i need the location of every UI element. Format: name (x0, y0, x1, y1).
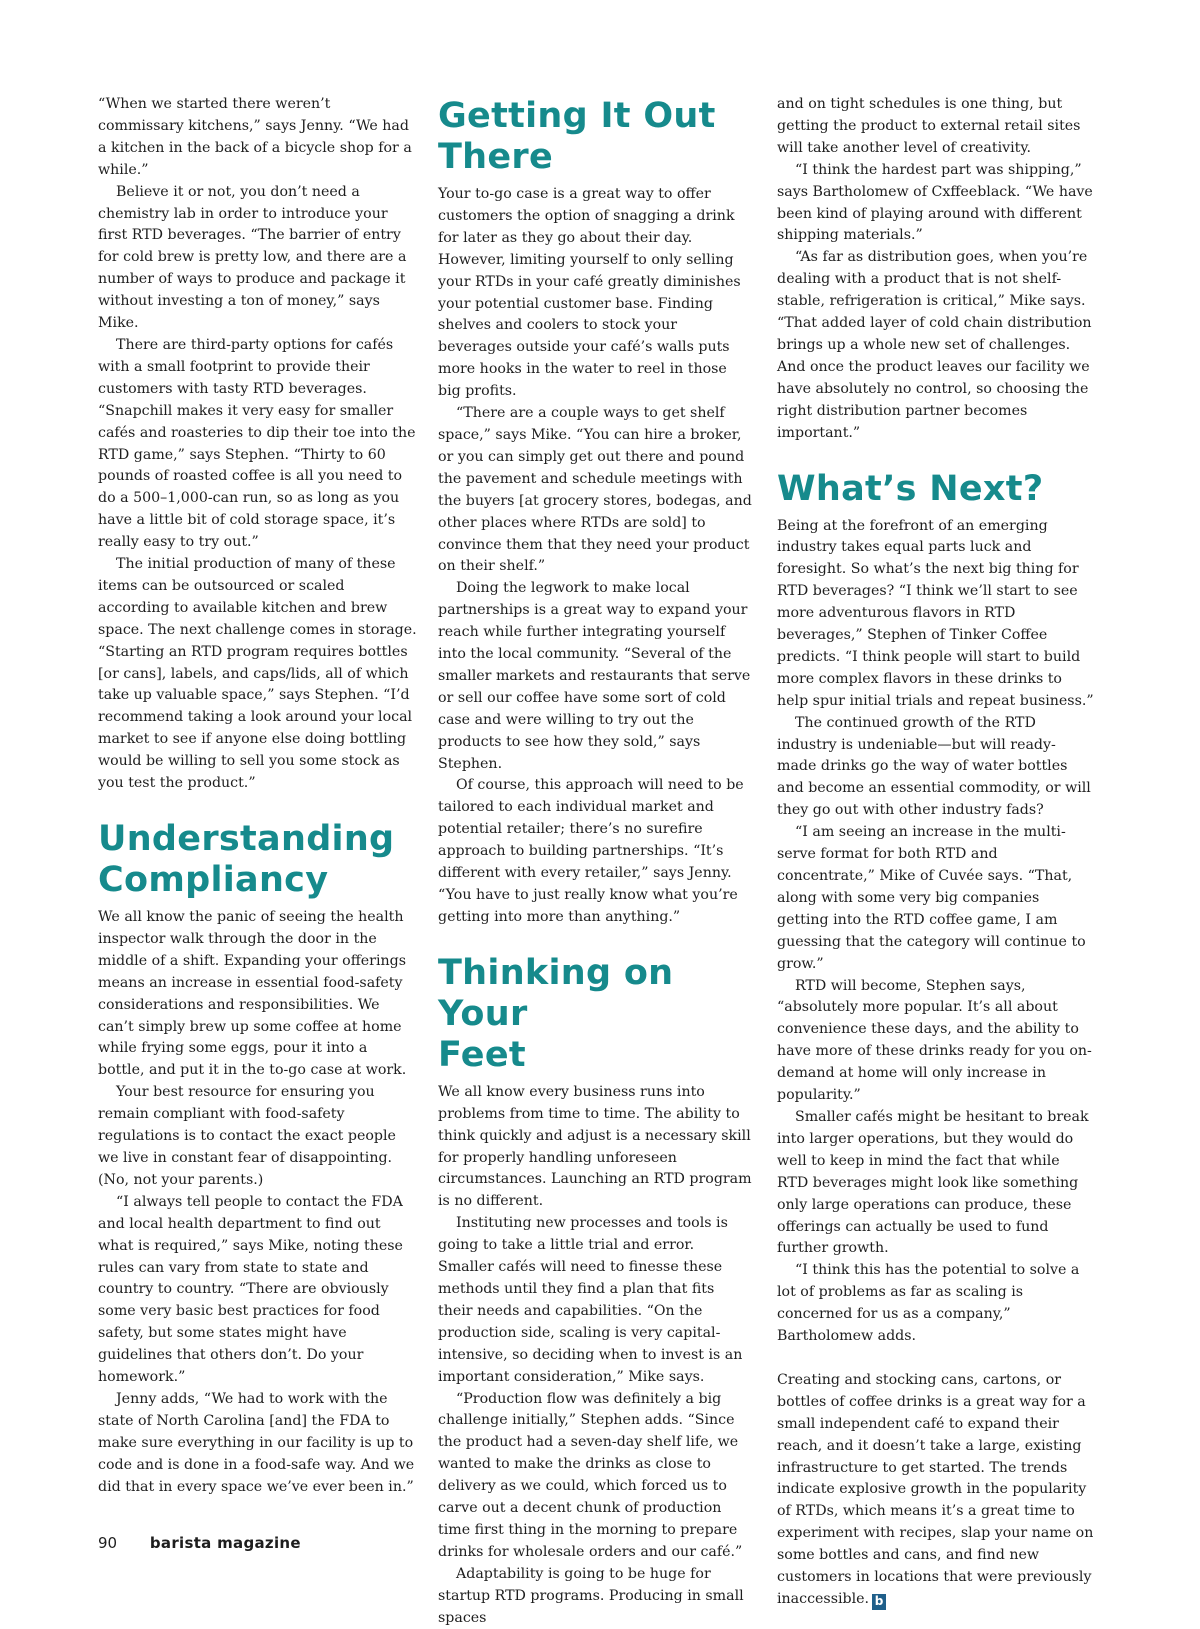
paragraph: “I think this has the potential to solve a lot of problems as far as scaling is concerned for us as a company,” Bartholomew adds. (777, 1262, 1080, 1345)
paragraph: Your best resource for ensuring you remain compliant with food-safety regulations is to contact the exact people we live in constant fear of disappointing. (No, not your parents.) (98, 1084, 396, 1188)
article-column-2 (438, 94, 753, 1629)
heading-line: Getting It Out (438, 96, 716, 136)
heading-line: Thinking on Your (438, 952, 674, 1034)
paragraph: “I am seeing an increase in the multi-serve format for both RTD and concentrate,” Mike of Cuvée says. “That, along with some very big companies getting into the RTD coffee game, I am guessing that the category will continue to grow.” (777, 824, 1086, 972)
section-heading-understanding-compliancy (98, 819, 418, 901)
paragraph: Adaptability is going to be huge for startup RTD programs. Producing in small spaces (438, 1565, 744, 1626)
end-of-article-icon: b (872, 1594, 886, 1610)
section-heading-getting-it-out-there (438, 96, 753, 178)
section-heading-whats-next: What’s Next? (777, 468, 1044, 509)
paragraph: “As far as distribution goes, when you’re dealing with a product that is not shelf-stable, refrigeration is critical,” Mike says. “That added layer of cold chain distribution brings up a whole new set of challenges. And once the product leaves our facility we have absolutely no control, so choosing the right distribution partner becomes important.” (777, 249, 1092, 441)
article-column-1 (98, 94, 418, 1498)
paragraph: “When we started there weren’t commissary kitchens,” says Jenny. “We had a kitchen in the back of a bicycle shop for a while.” (98, 96, 412, 178)
heading-line: Compliancy (98, 860, 329, 900)
closing-paragraph (777, 1370, 1095, 1611)
paragraph: The initial production of many of these items can be outsourced or scaled according to available kitchen and brew space. The next challenge comes in storage. “Starting an RTD program requires bottles [or cans], labels, and caps/lids, all of which take up valuable space,” says Stephen. “I’d recommend taking a look around your local market to see if anyone else doing bottling would be willing to sell you some stock as you test the product.” (98, 556, 417, 792)
paragraph: Of course, this approach will need to be tailored to each individual market and potential retailer; there’s no surefire approach to building partnerships. “It’s different with every retailer,” says Jenny. “You have to just really know what you’re getting into more than anything.” (438, 777, 744, 925)
paragraph: “I always tell people to contact the FDA and local health department to find out what is required,” says Mike, noting these rules can vary from state to state and country to country. “There are obviously some very basic best practices for food safety, but some states might have guidelines that others don’t. Do your homework.” (98, 1193, 403, 1386)
heading-line: Understanding (98, 819, 395, 859)
heading-line: There (438, 137, 554, 177)
magazine-name: barista magazine (149, 1534, 301, 1552)
paragraph: We all know the panic of seeing the health inspector walk through the door in the middle of a shift. Expanding your offerings means an increase in essential food-safety considerations and responsibilities. We can’t simply brew up some coffee at home while frying some eggs, pour it into a bottle, and put it in the to-go case at work. (98, 909, 407, 1079)
paragraph: Smaller cafés might be hesitant to break into larger operations, but they would do well to keep in mind the fact that while RTD beverages might look like something only large operations can produce, these offerings can actually be used to fund further growth. (777, 1108, 1089, 1257)
page-number: 90 (98, 1534, 118, 1552)
paragraph: RTD will become, Stephen says, “absolutely more popular. It’s all about convenience these days, and the ability to have more of these drinks ready for you on-demand at home will only increase in popularity.” (777, 977, 1092, 1104)
paragraph: Your to-go case is a great way to offer customers the option of snagging a drink for later as they go about their day. However, limiting yourself to only selling your RTDs in your café greatly diminishes your potential customer base. Finding shelves and coolers to stock your beverages outside your café’s walls puts more hooks in the water to reel in those big profits. (438, 186, 741, 400)
paragraph: “Production flow was definitely a big challenge initially,” Stephen adds. “Since the product had a seven-day shelf life, we wanted to make the drinks as close to delivery as we could, which forced us to carve out a decent chunk of production time first thing in the morning to prepare drinks for wholesale orders and our café.” (438, 1390, 743, 1560)
article-column-3 (777, 94, 1095, 1611)
heading-line: Feet (438, 1034, 526, 1075)
paragraph: “There are a couple ways to get shelf space,” says Mike. “You can hire a broker, or you can simply get out there and pound the pavement and schedule meetings with the buyers [at grocery stores, bodegas, and other places where RTDs are sold] to convince them that they need your product on their shelf.” (438, 405, 752, 575)
closing-text: Creating and stocking cans, cartons, or bottles of coffee drinks is a great way for a small independent café to expand their reach, and it doesn’t take a large, existing infrastructure to get started. The trends indicate explosive growth in the popularity of RTDs, which means it’s a great time to experiment with recipes, slap your name on some bottles and cans, and find new customers in locations that were previously inaccessible. (777, 1371, 1094, 1607)
paragraph: There are third-party options for cafés with a small footprint to provide their customers with tasty RTD beverages. “Snapchill makes it very easy for smaller cafés and roasteries to dip their toe into the RTD game,” says Stephen. “Thirty to 60 pounds of roasted coffee is all you need to do a 500–1,000-can run, so as long as you have a little bit of cold storage space, it’s really easy to try out.” (98, 336, 416, 551)
section-heading-thinking-on-your-feet (438, 953, 753, 1076)
paragraph: We all know every business runs into problems from time to time. The ability to think quickly and adjust is a necessary skill for properly handling unforeseen circumstances. Launching an RTD program is no different. (438, 1083, 752, 1210)
paragraph: Instituting new processes and tools is going to take a little trial and error. Smaller cafés will need to finesse these methods until they find a plan that fits their needs and capabilities. “On the production side, scaling is very capital-intensive, so deciding when to invest is an important consideration,” Mike says. (438, 1215, 743, 1385)
paragraph: “I think the hardest part was shipping,” says Bartholomew of Cxffeeblack. “We have been kind of playing around with different shipping materials.” (777, 161, 1093, 244)
paragraph: Believe it or not, you don’t need a chemistry lab in order to introduce your first RTD beverages. “The barrier of entry for cold brew is pretty low, and there are a number of ways to produce and package it without investing a ton of money,” says Mike. (98, 183, 407, 332)
paragraph: and on tight schedules is one thing, but getting the product to external retail sites will take another level of creativity. (777, 96, 1081, 156)
paragraph: Doing the legwork to make local partnerships is a great way to expand your reach while further integrating yourself into the local community. “Several of the smaller markets and restaurants that serve or sell our coffee have some sort of cold case and were willing to try out the products to see how they sold,” says Stephen. (438, 580, 751, 772)
paragraph: Being at the forefront of an emerging industry takes equal parts luck and foresight. So what’s the next big thing for RTD beverages? “I think we’ll start to see more adventurous flavors in RTD beverages,” Stephen of Tinker Coffee predicts. “I think people will start to build more complex flavors in these drinks to help spur initial trials and repeat business.” (777, 517, 1094, 709)
paragraph: The continued growth of the RTD industry is undeniable—but will ready-made drinks go the way of water bottles and become an essential commodity, or will they go out with other industry fads? (777, 714, 1091, 819)
paragraph: Jenny adds, “We had to work with the state of North Carolina [and] the FDA to make sure everything in our facility is up to code and is done in a food-safe way. And we did that in every space we’ve ever been in.” (98, 1390, 415, 1495)
page-footer (98, 1534, 301, 1552)
